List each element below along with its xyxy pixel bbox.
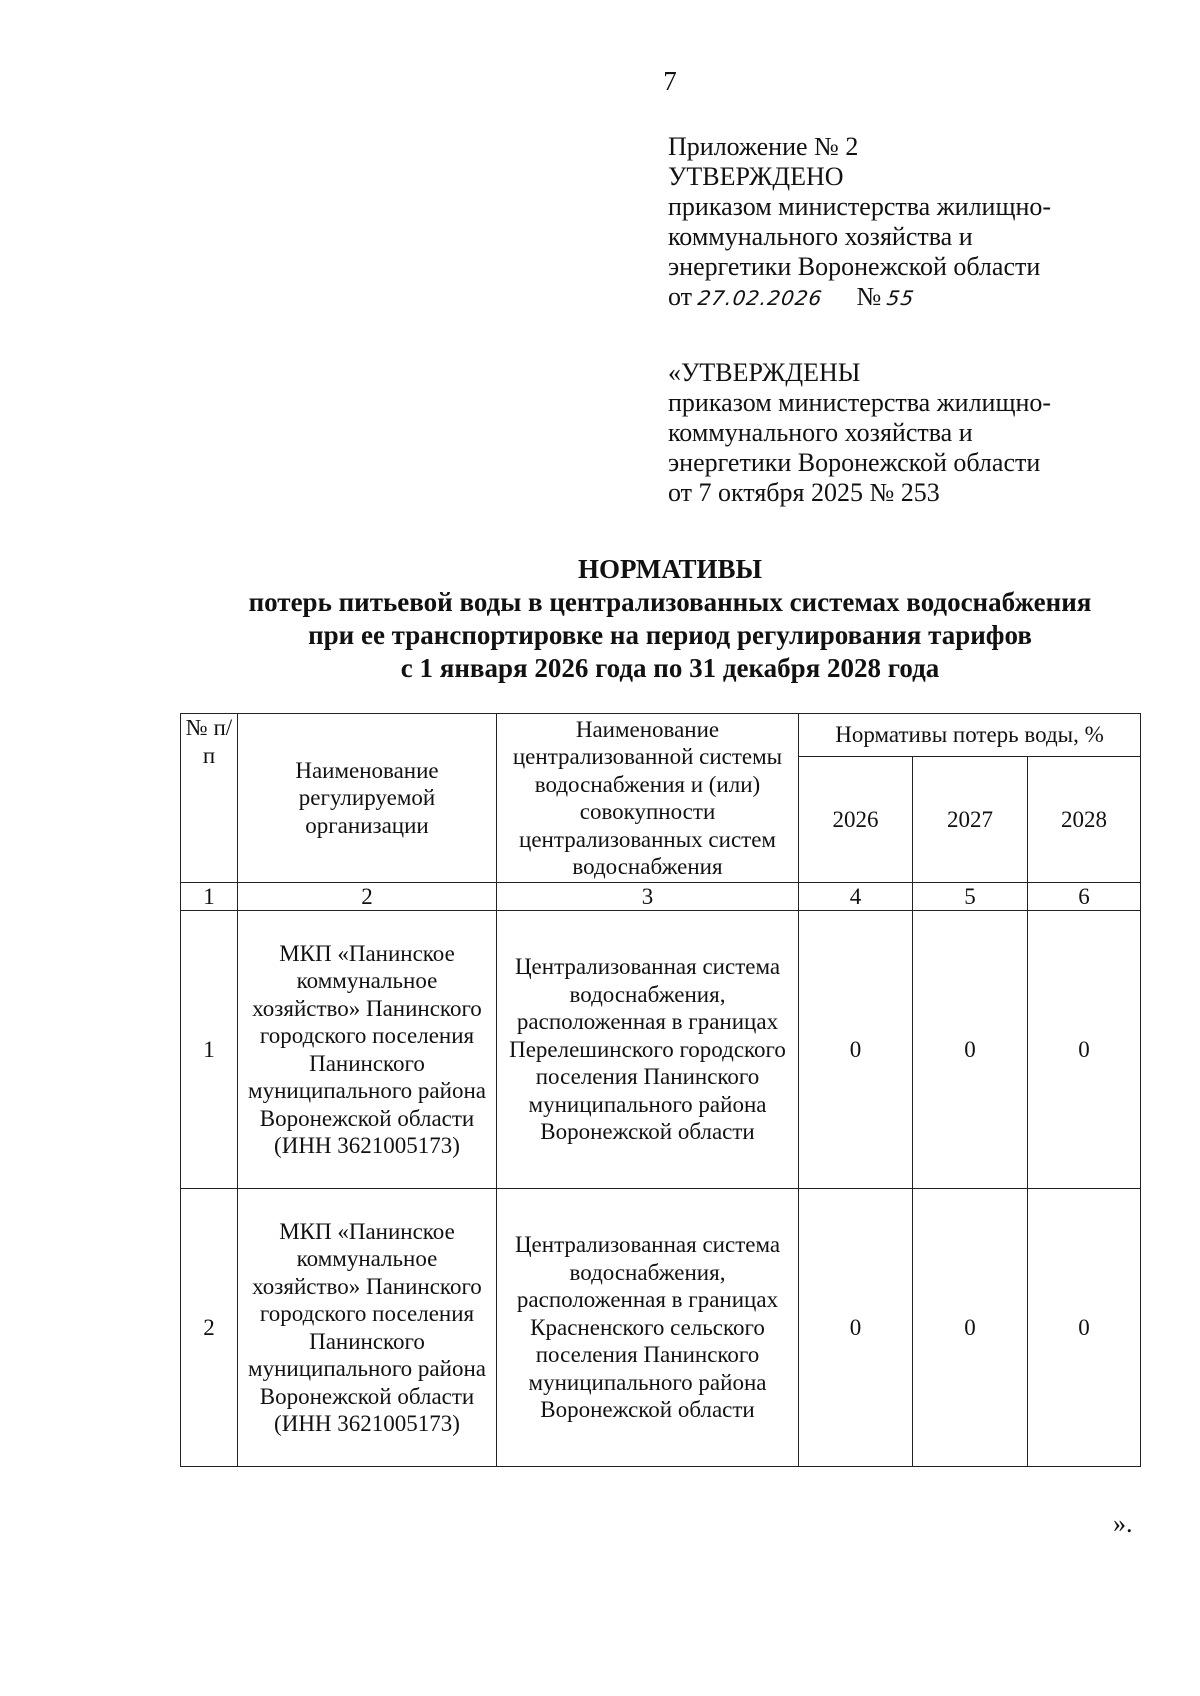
norms-table — [180, 713, 1141, 1467]
previous-approval-block — [668, 358, 1051, 508]
title-heading: НОРМАТИВЫ — [577, 554, 763, 584]
row-value-2028: 0 — [1028, 911, 1141, 1189]
row-system: Централизованная система водоснабжения, расположенная в границах Перелешинского городского поселения Панинского муниципального района Воронежской области — [497, 911, 799, 1189]
row-value-2027: 0 — [913, 911, 1028, 1189]
annex-label: Приложение № 2 — [668, 132, 859, 161]
approved-label: УТВЕРЖДЕНО — [668, 162, 844, 191]
handwritten-date: 27.02.2026 — [696, 286, 825, 310]
title-line: с 1 января 2026 года по 31 декабря 2028 года — [400, 653, 940, 683]
header-year: 2026 — [799, 757, 913, 883]
column-index-row — [181, 883, 1141, 911]
from-label: от — [668, 282, 693, 311]
header-year: 2028 — [1028, 757, 1141, 883]
column-index: 4 — [799, 883, 913, 911]
order-line: коммунального хозяйства и — [668, 222, 973, 251]
page-number: 7 — [663, 66, 677, 96]
row-num: 2 — [181, 1189, 238, 1467]
number-label: № — [856, 282, 882, 311]
order-date-line — [668, 282, 1051, 313]
approved-heading: «УТВЕРЖДЕНЫ — [668, 358, 861, 387]
header-organization: Наименование регулируемой организации — [238, 714, 497, 883]
header-year: 2027 — [913, 757, 1028, 883]
approval-block — [668, 132, 1051, 313]
title-line: потерь питьевой воды в централизованных системах водоснабжения — [248, 587, 1092, 617]
document-title — [0, 553, 1200, 685]
row-system: Централизованная система водоснабжения, расположенная в границах Красненского сельского поселения Панинского муниципального района Воронежской области — [497, 1189, 799, 1467]
header-system: Наименование централизованной системы водоснабжения и (или) совокупности централизованных систем водоснабжения — [497, 714, 799, 883]
approval-line: от 7 октября 2025 № 253 — [668, 478, 940, 507]
header-norms-group: Нормативы потерь воды, % — [799, 714, 1141, 757]
row-organization: МКП «Панинское коммунальное хозяйство» Панинского городского поселения Панинского муниципального района Воронежской области (ИНН 3621005173) — [238, 1189, 497, 1467]
table-row — [181, 911, 1141, 1189]
title-line: при ее транспортировке на период регулирования тарифов — [308, 620, 1032, 650]
header-row — [181, 714, 1141, 757]
table-row — [181, 1189, 1141, 1467]
handwritten-number: 55 — [885, 286, 917, 310]
row-value-2028: 0 — [1028, 1189, 1141, 1467]
column-index: 6 — [1028, 883, 1141, 911]
approval-line: коммунального хозяйства и — [668, 418, 973, 447]
column-index: 5 — [913, 883, 1028, 911]
order-line: приказом министерства жилищно- — [668, 192, 1052, 221]
order-line: энергетики Воронежской области — [668, 252, 1041, 281]
header-num: № п/п — [181, 714, 238, 883]
row-value-2026: 0 — [799, 1189, 913, 1467]
closing-quote: ». — [1113, 1509, 1133, 1538]
column-index: 3 — [497, 883, 799, 911]
approval-line: приказом министерства жилищно- — [668, 388, 1052, 417]
row-organization: МКП «Панинское коммунальное хозяйство» Панинского городского поселения Панинского муниципального района Воронежской области (ИНН 3621005173) — [238, 911, 497, 1189]
column-index: 1 — [181, 883, 238, 911]
row-value-2026: 0 — [799, 911, 913, 1189]
row-num: 1 — [181, 911, 238, 1189]
row-value-2027: 0 — [913, 1189, 1028, 1467]
approval-line: энергетики Воронежской области — [668, 448, 1041, 477]
column-index: 2 — [238, 883, 497, 911]
